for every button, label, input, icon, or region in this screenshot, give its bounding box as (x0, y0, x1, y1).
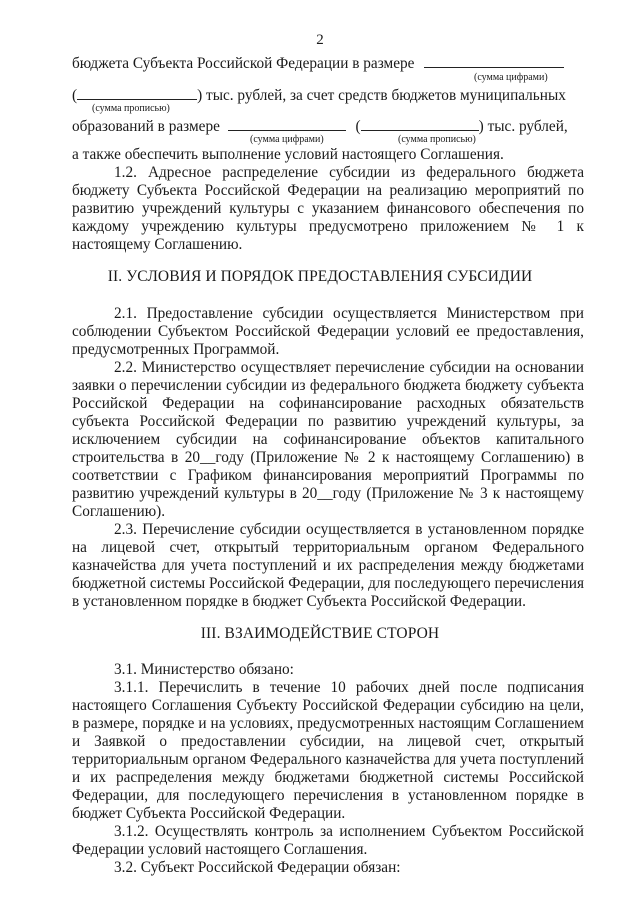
p311-line-4: территориальным органом Федерального казначейства для учета поступлений (72, 751, 584, 768)
p12-line-0: 1.2. Адресное распределение субсидии из федерального бюджета (114, 164, 584, 181)
p31-line: 3.1. Министерство обязано: (114, 661, 294, 678)
p21-line-1: соблюдении Субъектом Российской Федерации условий ее предоставления, (72, 323, 584, 340)
p311-line-5: и их распределения между бюджетами бюджетной системы Российской (72, 769, 584, 786)
p23-line-3: бюджетной системы Российской Федерации, для последующего перечисления (72, 575, 584, 592)
amount-line-3-text: образований в размере (72, 118, 220, 135)
p22-line-2: Российской Федерации на софинансирование расходных обязательств (72, 395, 584, 412)
page-number: 2 (316, 32, 324, 48)
amount-line-1-text: бюджета Субъекта Российской Федерации в размере (72, 55, 415, 72)
amount-line-2-text: ) тыс. рублей, за счет средств бюджетов муниципальных (197, 87, 566, 104)
section-heading-2: II. УСЛОВИЯ И ПОРЯДОК ПРЕДОСТАВЛЕНИЯ СУБСИДИИ (107, 268, 533, 285)
p12-line-1: бюджету Субъекта Российской Федерации на реализацию мероприятий по (72, 182, 584, 199)
amount-line-3-end: ) тыс. рублей, (478, 118, 568, 135)
section-heading-3: III. ВЗАИМОДЕЙСТВИЕ СТОРОН (200, 625, 440, 642)
p22-line-8: Соглашению). (72, 503, 166, 520)
p311-line-3: и Заявкой о предоставлении субсидии, на лицевой счет, открытый (72, 733, 584, 750)
p311-line-6: Федерации, для последующего перечисления в установленном порядке в (72, 787, 584, 804)
amount-digits-blank (424, 54, 564, 68)
p312-line-1: Федерации условий настоящего Соглашения. (72, 841, 368, 858)
p32-line: 3.2. Субъект Российской Федерации обязан: (114, 859, 401, 876)
p311-line-2: в размере, порядке и на условиях, предусмотренных настоящим Соглашением (72, 715, 584, 732)
p22-line-0: 2.2. Министерство осуществляет перечисление субсидии на основании (114, 359, 584, 376)
p22-line-7: развитию учреждений культуры в 20__году (Приложение № 3 к настоящему (72, 485, 584, 502)
p23-line-1: на лицевой счет, открытый территориальным органом Федерального (72, 539, 584, 556)
amount-line-4: а также обеспечить выполнение условий настоящего Соглашения. (72, 146, 504, 163)
caption-sum-digits-2: (сумма цифрами) (250, 134, 324, 145)
amount-line-3 (72, 117, 584, 136)
p23-line-4: в установленном порядке в бюджет Субъекта Российской Федерации. (72, 593, 526, 610)
p22-line-3: субъекта Российской Федерации по развитию учреждений культуры, за (72, 413, 584, 430)
p21-line-2: предусмотренных Программой. (72, 341, 280, 358)
caption-sum-digits: (сумма цифрами) (474, 72, 548, 83)
p22-line-1: заявки о перечислении субсидии из федерального бюджета бюджету субъекта (72, 377, 584, 394)
p21-line-0: 2.1. Предоставление субсидии осуществляется Министерством при (114, 305, 584, 322)
p22-line-4: исключением субсидии на софинансирование объектов капитального (72, 431, 584, 448)
amount-line-1 (72, 54, 584, 73)
p311-line-7: бюджет Субъекта Российской Федерации. (72, 805, 346, 822)
p12-line-4: настоящему Соглашению. (72, 236, 243, 253)
p22-line-6: соответствии с Графиком финансирования мероприятий Программы по (72, 467, 584, 484)
p22-line-5: строительства в 20__году (Приложение № 2 к настоящему Соглашению) в (72, 449, 584, 466)
p23-line-2: казначейства для учета поступлений и их распределения между бюджетами (72, 557, 584, 574)
p12-line-2: развитию учреждений культуры с указанием финансового обеспечения по (72, 200, 584, 217)
municipal-words-blank (361, 117, 479, 131)
p312-line-0: 3.1.2. Осуществлять контроль за исполнением Субъектом Российской (114, 823, 584, 840)
p311-line-1: настоящего Соглашения Субъекту Российской Федерации субсидию на цели, (72, 697, 584, 714)
p311-line-0: 3.1.1. Перечислить в течение 10 рабочих дней после подписания (114, 679, 584, 696)
amount-line-2-open: ( (72, 87, 78, 104)
p23-line-0: 2.3. Перечисление субсидии осуществляется в установленном порядке (114, 521, 584, 538)
caption-sum-words-2: (сумма прописью) (398, 134, 476, 145)
caption-sum-words: (сумма прописью) (92, 103, 170, 114)
amount-words-blank (77, 86, 197, 100)
amount-line-3-open: ( (355, 118, 361, 135)
p12-line-3: каждому учреждению культуры предусмотрено приложением № 1 к (72, 218, 584, 235)
municipal-digits-blank (228, 117, 346, 131)
